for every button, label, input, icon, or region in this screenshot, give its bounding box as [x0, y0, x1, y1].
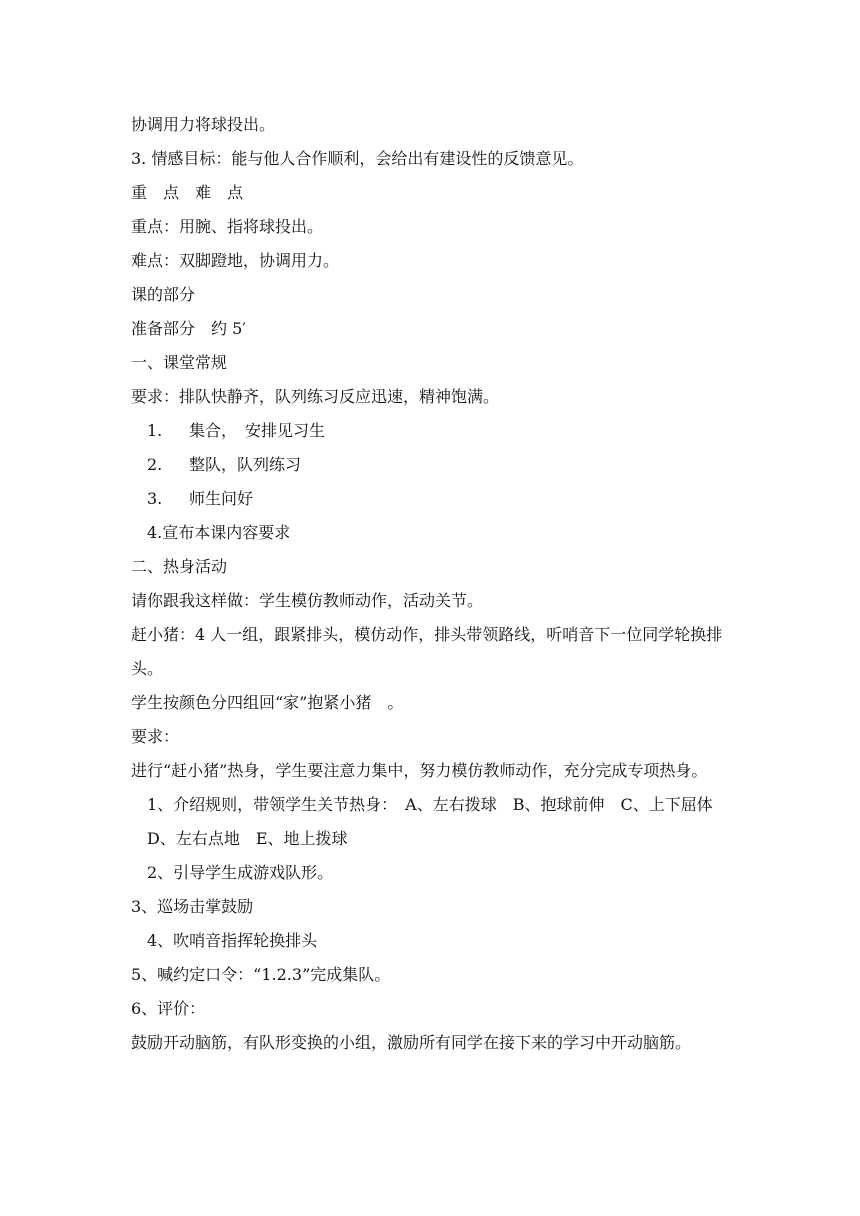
paragraph: 鼓励开动脑筋，有队形变换的小组，激励所有同学在接下来的学习中开动脑筋。: [131, 1033, 692, 1052]
requirement-label: 要求：: [131, 727, 180, 746]
list-item: [131, 482, 731, 516]
list-text: 整队，队列练习: [189, 455, 302, 474]
paragraph: 学生按颜色分四组回“家”抱紧小猪 。: [131, 693, 404, 712]
list-item: [131, 414, 731, 448]
list-item: 4.宣布本课内容要求: [147, 523, 291, 542]
document-body: [131, 108, 731, 1060]
list-item: 3、巡场击掌鼓励: [131, 897, 254, 916]
emotional-goal: 3. 情感目标：能与他人合作顺利，会给出有建设性的反馈意见。: [131, 149, 584, 168]
lesson-parts-heading: 课的部分: [131, 285, 196, 304]
list-item: [131, 448, 731, 482]
difficult-point: 难点：双脚蹬地，协调用力。: [131, 251, 340, 270]
paragraph: 请你跟我这样做：学生模仿教师动作，活动关节。: [131, 591, 484, 610]
classroom-routine-heading: 一、课堂常规: [131, 353, 228, 372]
list-text: 集合， 安排见习生: [189, 421, 326, 440]
paragraph: 协调用力将球投出。: [131, 115, 276, 134]
requirement: 要求：排队快静齐，队列练习反应迅速，精神饱满。: [131, 387, 500, 406]
list-item: 1、介绍规则，带领学生关节热身： A、左右拨球 B、抱球前伸 C、上下屈体 D、左右点地 E、地上拨球: [147, 795, 729, 848]
paragraph: 进行“赶小猪”热身，学生要注意力集中，努力模仿教师动作，充分完成专项热身。: [131, 761, 708, 780]
list-item: 5、喊约定口令：“1.2.3”完成集队。: [131, 965, 391, 984]
preparation-part: 准备部分 约 5′: [131, 319, 246, 338]
warmup-heading: 二、热身活动: [131, 557, 228, 576]
section-heading-key-points: 重 点 难 点: [131, 183, 244, 202]
list-item: 4、吹哨音指挥轮换排头: [147, 931, 318, 950]
key-point: 重点：用腕、指将球投出。: [131, 217, 324, 236]
list-number: 1.: [147, 421, 163, 440]
list-item: 6、评价：: [131, 999, 206, 1018]
list-item: 2、引导学生成游戏队形。: [147, 863, 334, 882]
list-number: 3.: [147, 489, 163, 508]
paragraph: 赶小猪：4 人一组，跟紧排头，模仿动作，排头带领路线，听哨音下一位同学轮换排头。: [131, 625, 723, 678]
list-number: 2.: [147, 455, 163, 474]
list-text: 师生问好: [189, 489, 254, 508]
